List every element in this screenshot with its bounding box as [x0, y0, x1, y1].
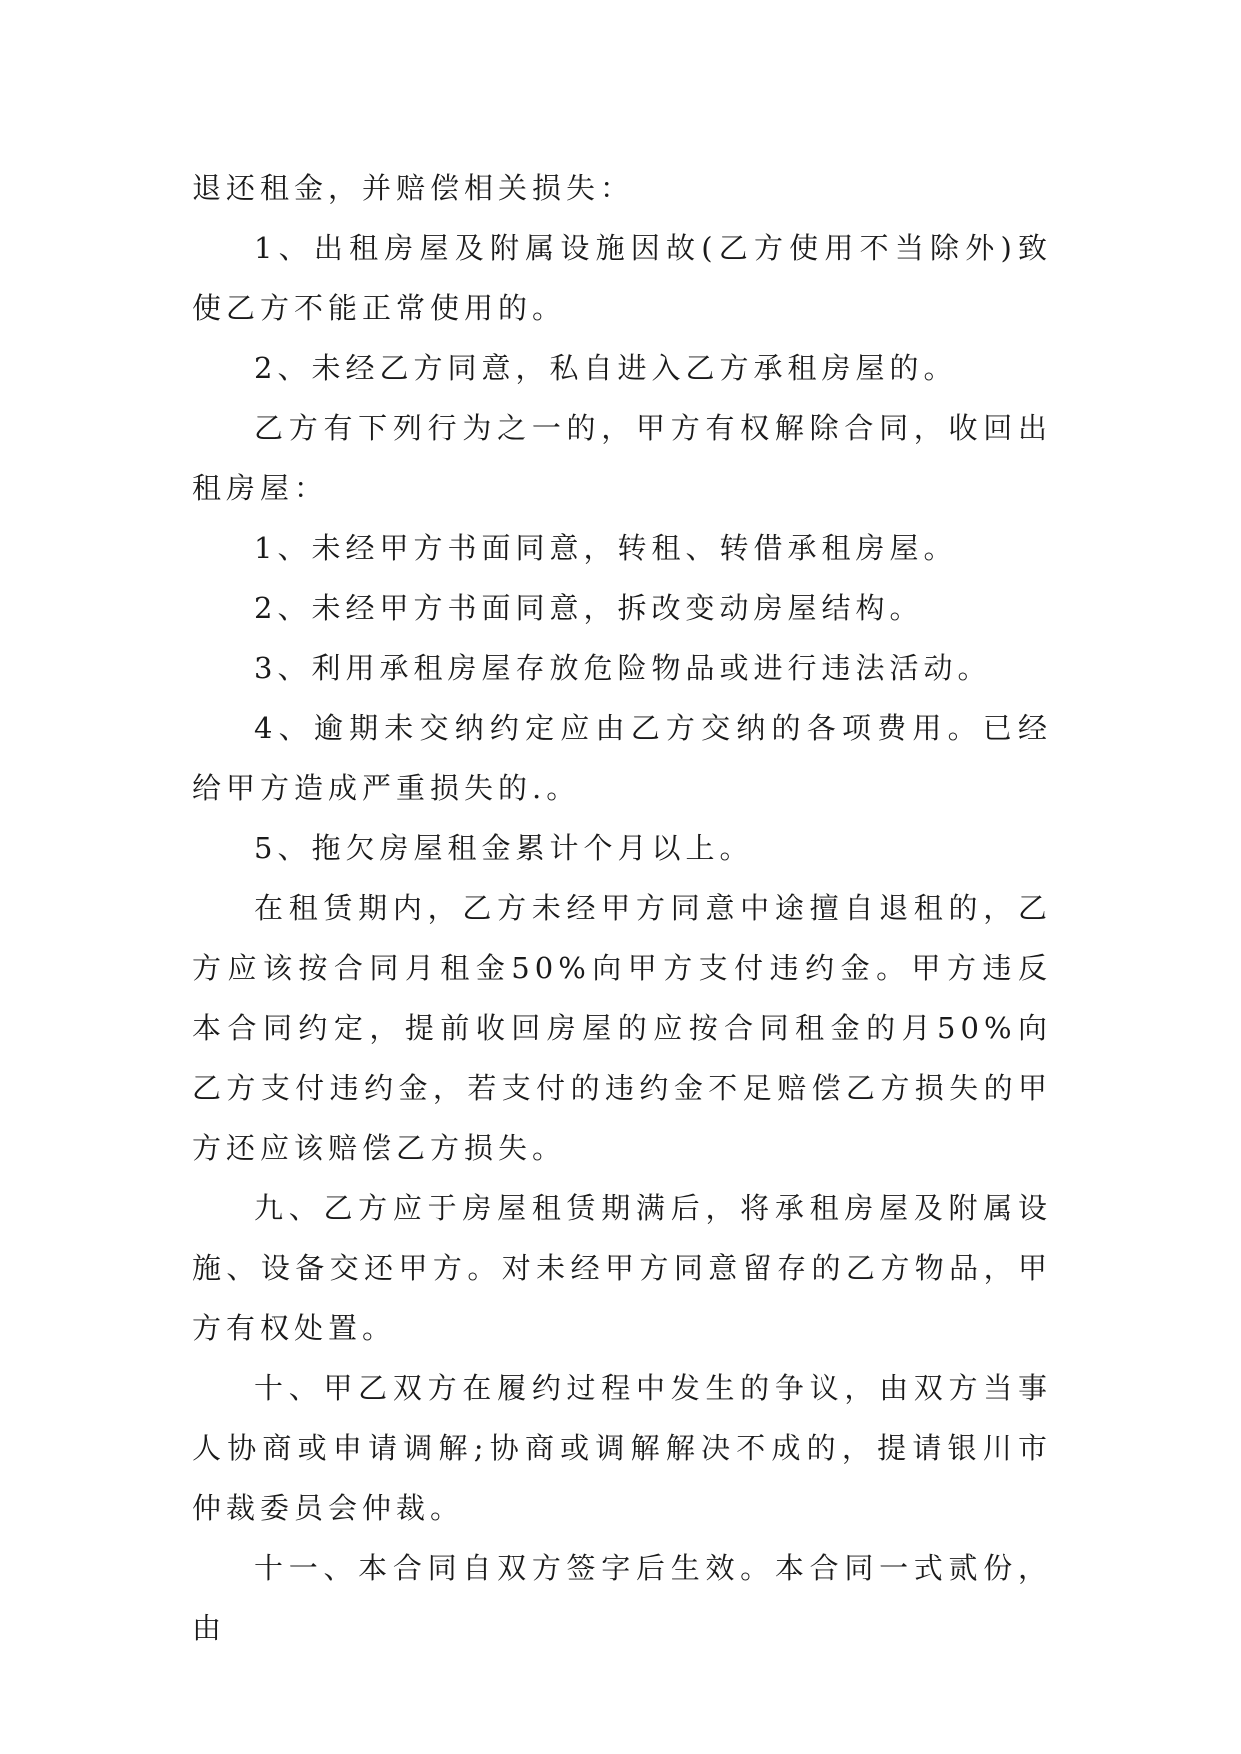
- paragraph-refund-rent: 退还租金，并赔偿相关损失：: [192, 171, 635, 205]
- paragraph-termination-clause: 乙方有下列行为之一的，甲方有权解除合同，收回出租房屋：: [192, 411, 1052, 505]
- paragraph-item-structure: 2、未经甲方书面同意，拆改变动房屋结构。: [254, 591, 924, 625]
- paragraph-item-hazard: 3、利用承租房屋存放危险物品或进行违法活动。: [254, 651, 992, 685]
- paragraph-item-sublet: 1、未经甲方书面同意，转租、转借承租房屋。: [254, 531, 958, 565]
- paragraph-clause-eleven: 十一、本合同自双方签字后生效。本合同一式贰份，由: [192, 1551, 1052, 1645]
- paragraph-clause-ten: 十、甲乙双方在履约过程中发生的争议，由双方当事人协商或申请调解;协商或调解解决不成的，提请银川市仲裁委员会仲裁。: [192, 1371, 1052, 1525]
- paragraph-item-fees: 4、逾期未交纳约定应由乙方交纳的各项费用。已经给甲方造成严重损失的.。: [192, 711, 1052, 805]
- paragraph-item-facilities: 1、出租房屋及附属设施因故(乙方使用不当除外)致使乙方不能正常使用的。: [192, 231, 1052, 325]
- document-body: [192, 158, 1052, 1658]
- paragraph-item-entry: 2、未经乙方同意，私自进入乙方承租房屋的。: [254, 351, 958, 385]
- paragraph-clause-nine: 九、乙方应于房屋租赁期满后，将承租房屋及附属设施、设备交还甲方。对未经甲方同意留存的乙方物品，甲方有权处置。: [192, 1191, 1052, 1345]
- paragraph-item-arrears: 5、拖欠房屋租金累计个月以上。: [254, 831, 754, 865]
- paragraph-penalty: 在租赁期内，乙方未经甲方同意中途擅自退租的，乙方应该按合同月租金50%向甲方支付违约金。甲方违反本合同约定，提前收回房屋的应按合同租金的月50%向乙方支付违约金，若支付的违约金不足赔偿乙方损失的甲方还应该赔偿乙方损失。: [192, 891, 1052, 1165]
